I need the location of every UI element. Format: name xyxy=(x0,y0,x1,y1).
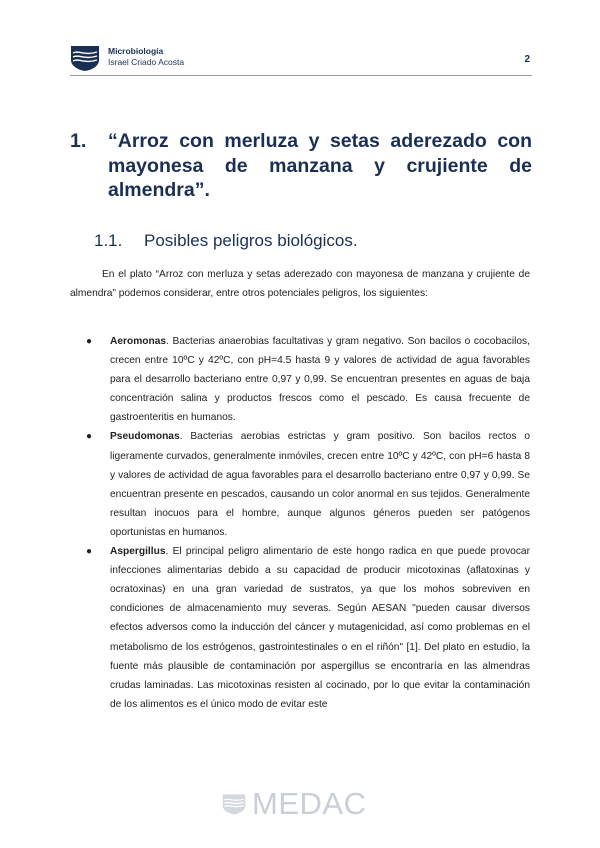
list-item-text: . El principal peligro alimentario de este hongo radica en que puede provocar infecciones alimentarias debido a su capacidad de producir micotoxinas (aflatoxinas y ocratoxinas) en una gran variedad de sustratos, ya que los mohos sobreviven en condiciones de almacenamiento muy severas. Según AESAN "pueden causar diversos efectos adversos como la inducción del cáncer y mutagenicidad, así como problemas en el metabolismo de los estrógenos, gastrointestinales o en el riñón" [1]. Del plato en estudio, la fuente más plausible de contaminación por aspergillus se encontraría en las almendras crudas laminadas. Las micotoxinas resisten al cocinado, por lo que evitar la contaminación de los alimentos es el único modo de evitar este xyxy=(110,546,530,710)
list-item xyxy=(70,427,530,542)
subsection-number: 1.1. xyxy=(94,231,123,250)
intro-paragraph: En el plato “Arroz con merluza y setas aderezado con mayonesa de manzana y crujiente de almendra” podemos considerar, entre otros potenciales peligros, los siguientes: xyxy=(70,269,530,299)
medac-shield-logo-icon xyxy=(70,44,100,72)
list-item xyxy=(70,332,530,427)
footer-watermark xyxy=(222,788,392,820)
list-item-term: Pseudomonas xyxy=(110,431,180,443)
bullet-icon: ● xyxy=(86,546,93,558)
bullet-icon: ● xyxy=(86,336,93,347)
header-author: Israel Criado Acosta xyxy=(108,57,185,67)
subsection-heading xyxy=(94,229,358,253)
footer-brand: MEDAC xyxy=(252,786,367,821)
list-item-text: . Bacterias aerobias estrictas y gram positivo. Son bacilos rectos o ligeramente curvados, generalmente inmóviles, crecen entre 10ºC y 42ºC, con pH=6 hasta 8 y valores de actividad de agua favorables para el desarrollo bacteriano entre 0,97 y 0,99. Se encuentran presente en pescados, causando un color anormal en sus tejidos. Generalmente resultan inocuos para el hombre, aunque algunos géneros pueden ser patógenos oportunistas en humanos. xyxy=(110,431,530,538)
list-item xyxy=(70,542,530,714)
section-title: “Arroz con merluza y setas aderezado con mayonesa de manzana y crujiente de almendra”. xyxy=(108,130,532,201)
page-header xyxy=(70,44,532,74)
list-item-text: . Bacterias anaerobias facultativas y gram negativo. Son bacilos o cocobacilos, crecen entre 10ºC y 42ºC, con pH=4.5 hasta 9 y valores de actividad de agua favorables para el desarrollo bacteriano entre 0,97 y 0,99. Se encuentran presentes en aguas de baja concentración salina y productos frescos como el pescado. Es causa frecuente de gastroenteritis en humanos. xyxy=(110,336,530,424)
page-number: 2 xyxy=(524,54,530,65)
hazard-list xyxy=(70,332,530,714)
footer-shield-icon xyxy=(222,791,246,817)
section-heading xyxy=(70,129,532,203)
bullet-icon: ● xyxy=(86,431,93,443)
section-number: 1. xyxy=(70,130,87,152)
list-item-term: Aspergillus xyxy=(110,546,166,558)
header-divider xyxy=(70,75,532,76)
header-subject: Microbiología xyxy=(108,46,164,56)
list-item-term: Aeromonas xyxy=(110,336,167,347)
header-text xyxy=(108,46,184,68)
subsection-title: Posibles peligros biológicos. xyxy=(144,231,358,250)
